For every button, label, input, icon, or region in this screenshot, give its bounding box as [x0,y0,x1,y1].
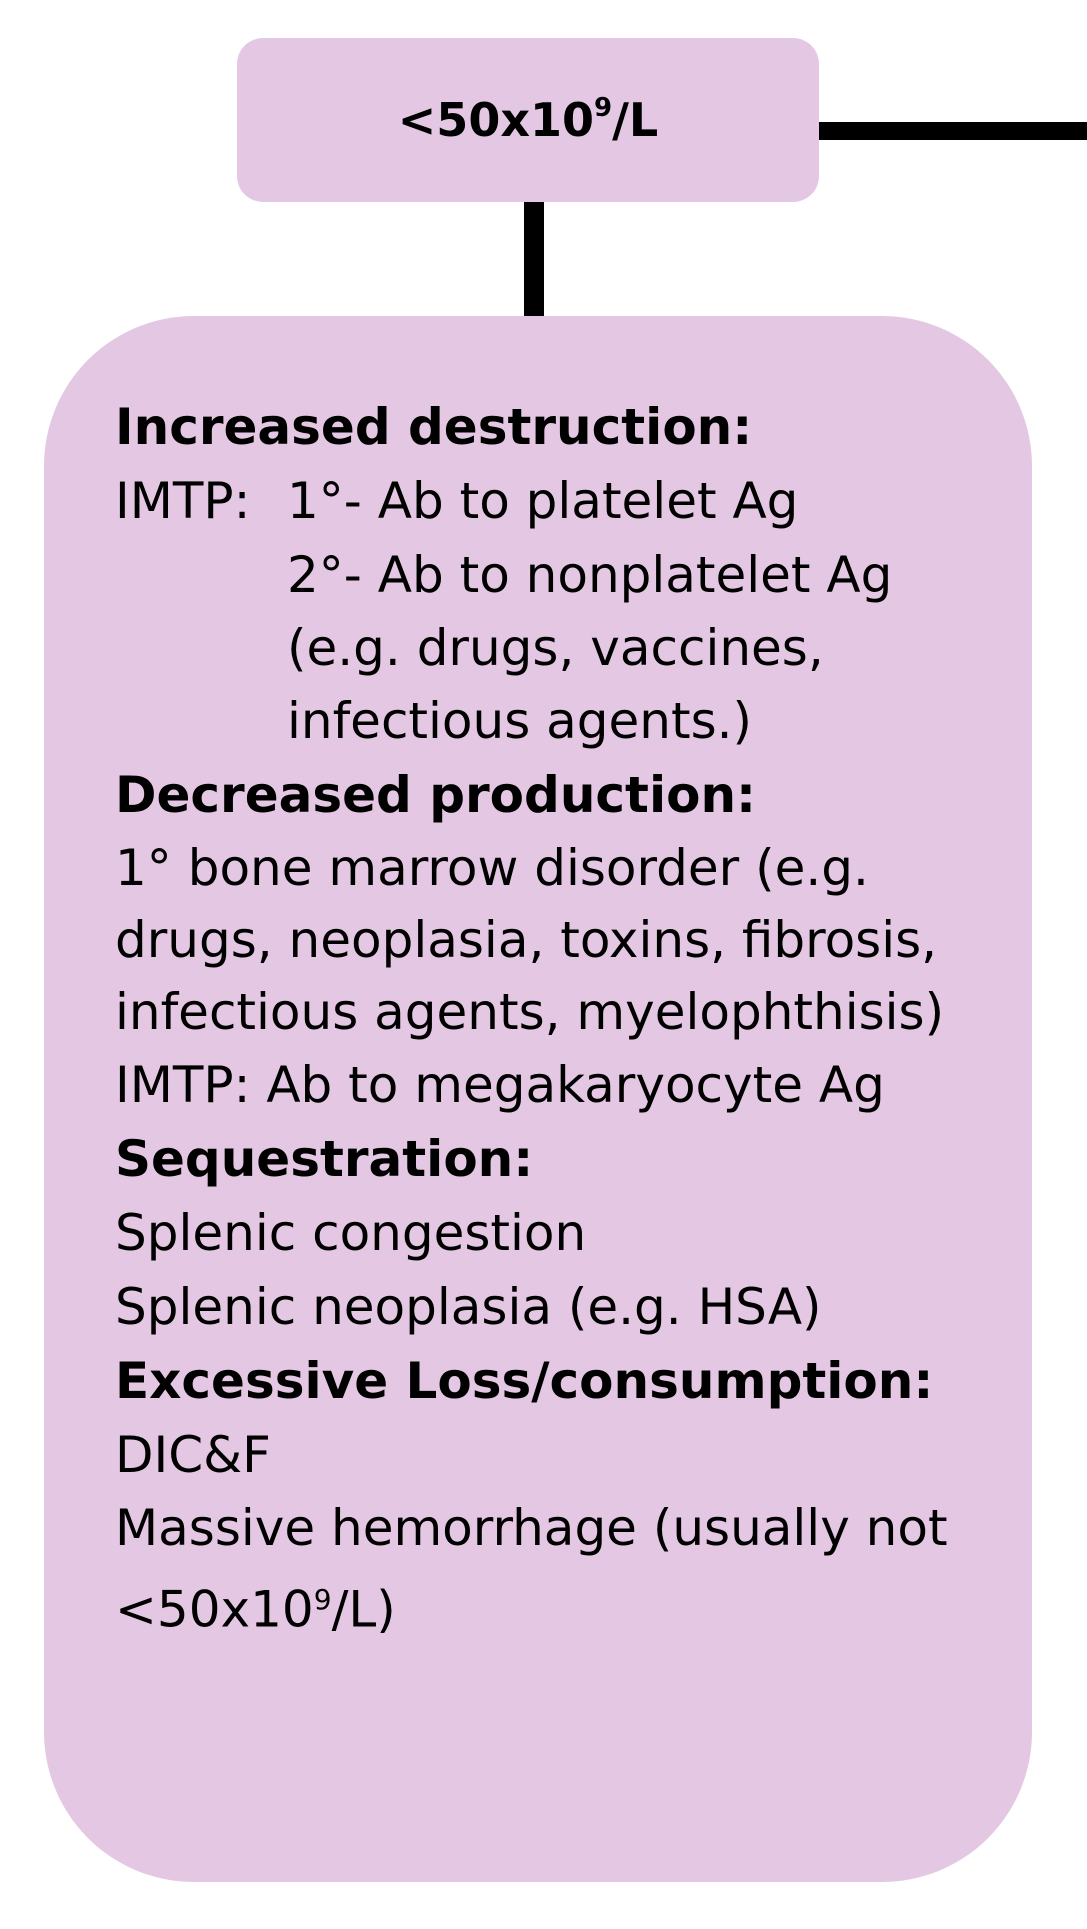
imtp-details [287,464,1015,758]
production-line-1: 1° bone marrow disorder (e.g. [115,839,869,897]
heading-sequestration: Sequestration: [115,1130,534,1188]
secondary-detail-1: (e.g. drugs, vaccines, [287,619,824,677]
sequestration-line-2: Splenic neoplasia (e.g. HSA) [115,1278,822,1336]
secondary-detail-2: infectious agents.) [287,692,753,750]
loss-line-1: DIC&F [115,1426,271,1484]
heading-decreased-production: Decreased production: [115,766,757,824]
secondary-imtp: 2°- Ab to nonplatelet Ag [287,546,893,604]
causes-content [115,390,1015,1646]
imtp-destruction-row [115,464,1015,758]
loss-line-3: $<50x10^9/L$) [115,1580,396,1639]
production-line-3: infectious agents, myelophthisis) [115,983,945,1041]
connector-down [524,202,544,320]
sequestration-line-1: Splenic congestion [115,1204,587,1262]
connector-right [819,122,1087,140]
heading-increased-destruction: Increased destruction: [115,398,753,456]
heading-excessive-loss: Excessive Loss/consumption: [115,1352,934,1410]
threshold-box [237,38,819,202]
production-line-4: IMTP: Ab to megakaryocyte Ag [115,1056,885,1114]
production-line-2: drugs, neoplasia, toxins, fibrosis, [115,911,938,969]
threshold-label: $<50x10^9/L$ [397,92,659,147]
loss-line-2: Massive hemorrhage (usually not [115,1499,948,1557]
primary-imtp: 1°- Ab to platelet Ag [287,472,799,530]
imtp-label: IMTP: [115,472,251,530]
